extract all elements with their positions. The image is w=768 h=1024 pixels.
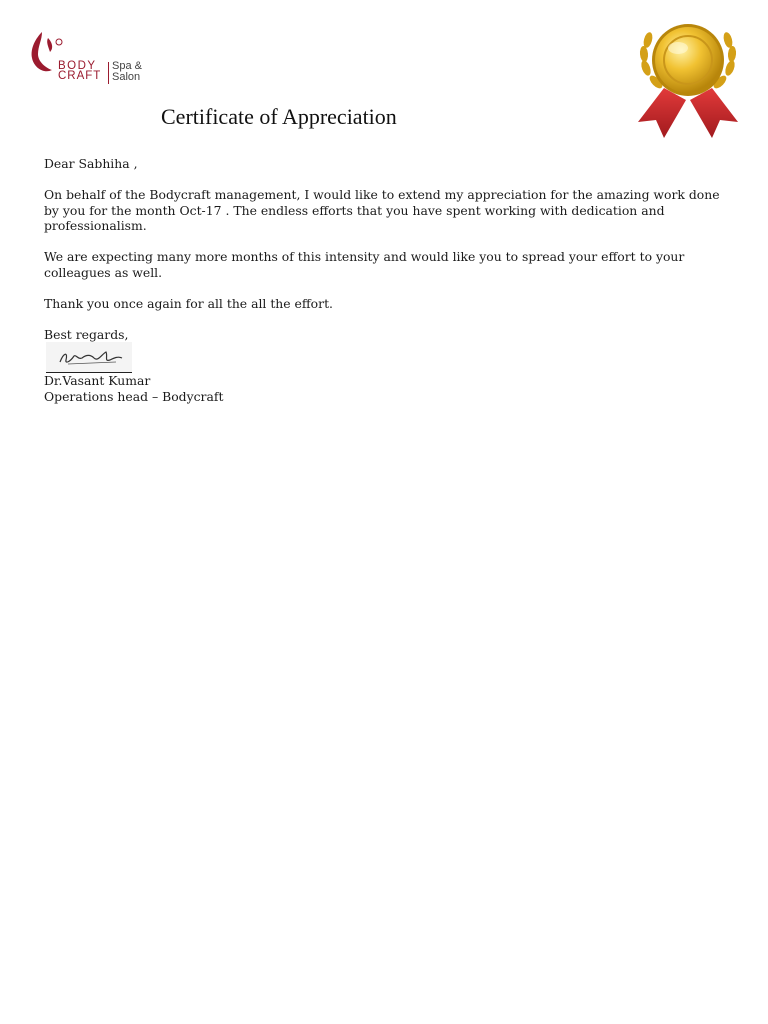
bodycraft-logo <box>26 28 156 86</box>
letter-greeting: Dear Sabhiha , <box>44 156 138 171</box>
signer-name: Dr.Vasant Kumar <box>44 373 151 388</box>
letter-body <box>44 156 734 404</box>
logo-text-salon: Salon <box>112 71 141 83</box>
letter-closing: Best regards, <box>44 326 129 342</box>
logo-divider <box>108 62 109 84</box>
gold-medal-icon <box>634 18 742 142</box>
logo-text-craft: CRAFT <box>58 70 102 82</box>
logo-text-body: BODY <box>58 60 97 72</box>
certificate-title: Certificate of Appreciation <box>161 104 397 129</box>
letter-paragraph-1: On behalf of the Bodycraft management, I would like to extend my appreciation for the amazing work done by you for the month Oct-17 . The endless efforts that you have spent working with dedication and professionalism. <box>44 187 720 233</box>
signer-title: Operations head – Bodycraft <box>44 388 224 404</box>
letter-paragraph-3: Thank you once again for all the all the effort. <box>44 295 333 311</box>
letter-paragraph-2: We are expecting many more months of this intensity and would like you to spread your effort to your colleagues as well. <box>44 249 685 280</box>
logo-text-spa: Spa & <box>112 60 142 72</box>
signature-icon <box>46 342 132 373</box>
